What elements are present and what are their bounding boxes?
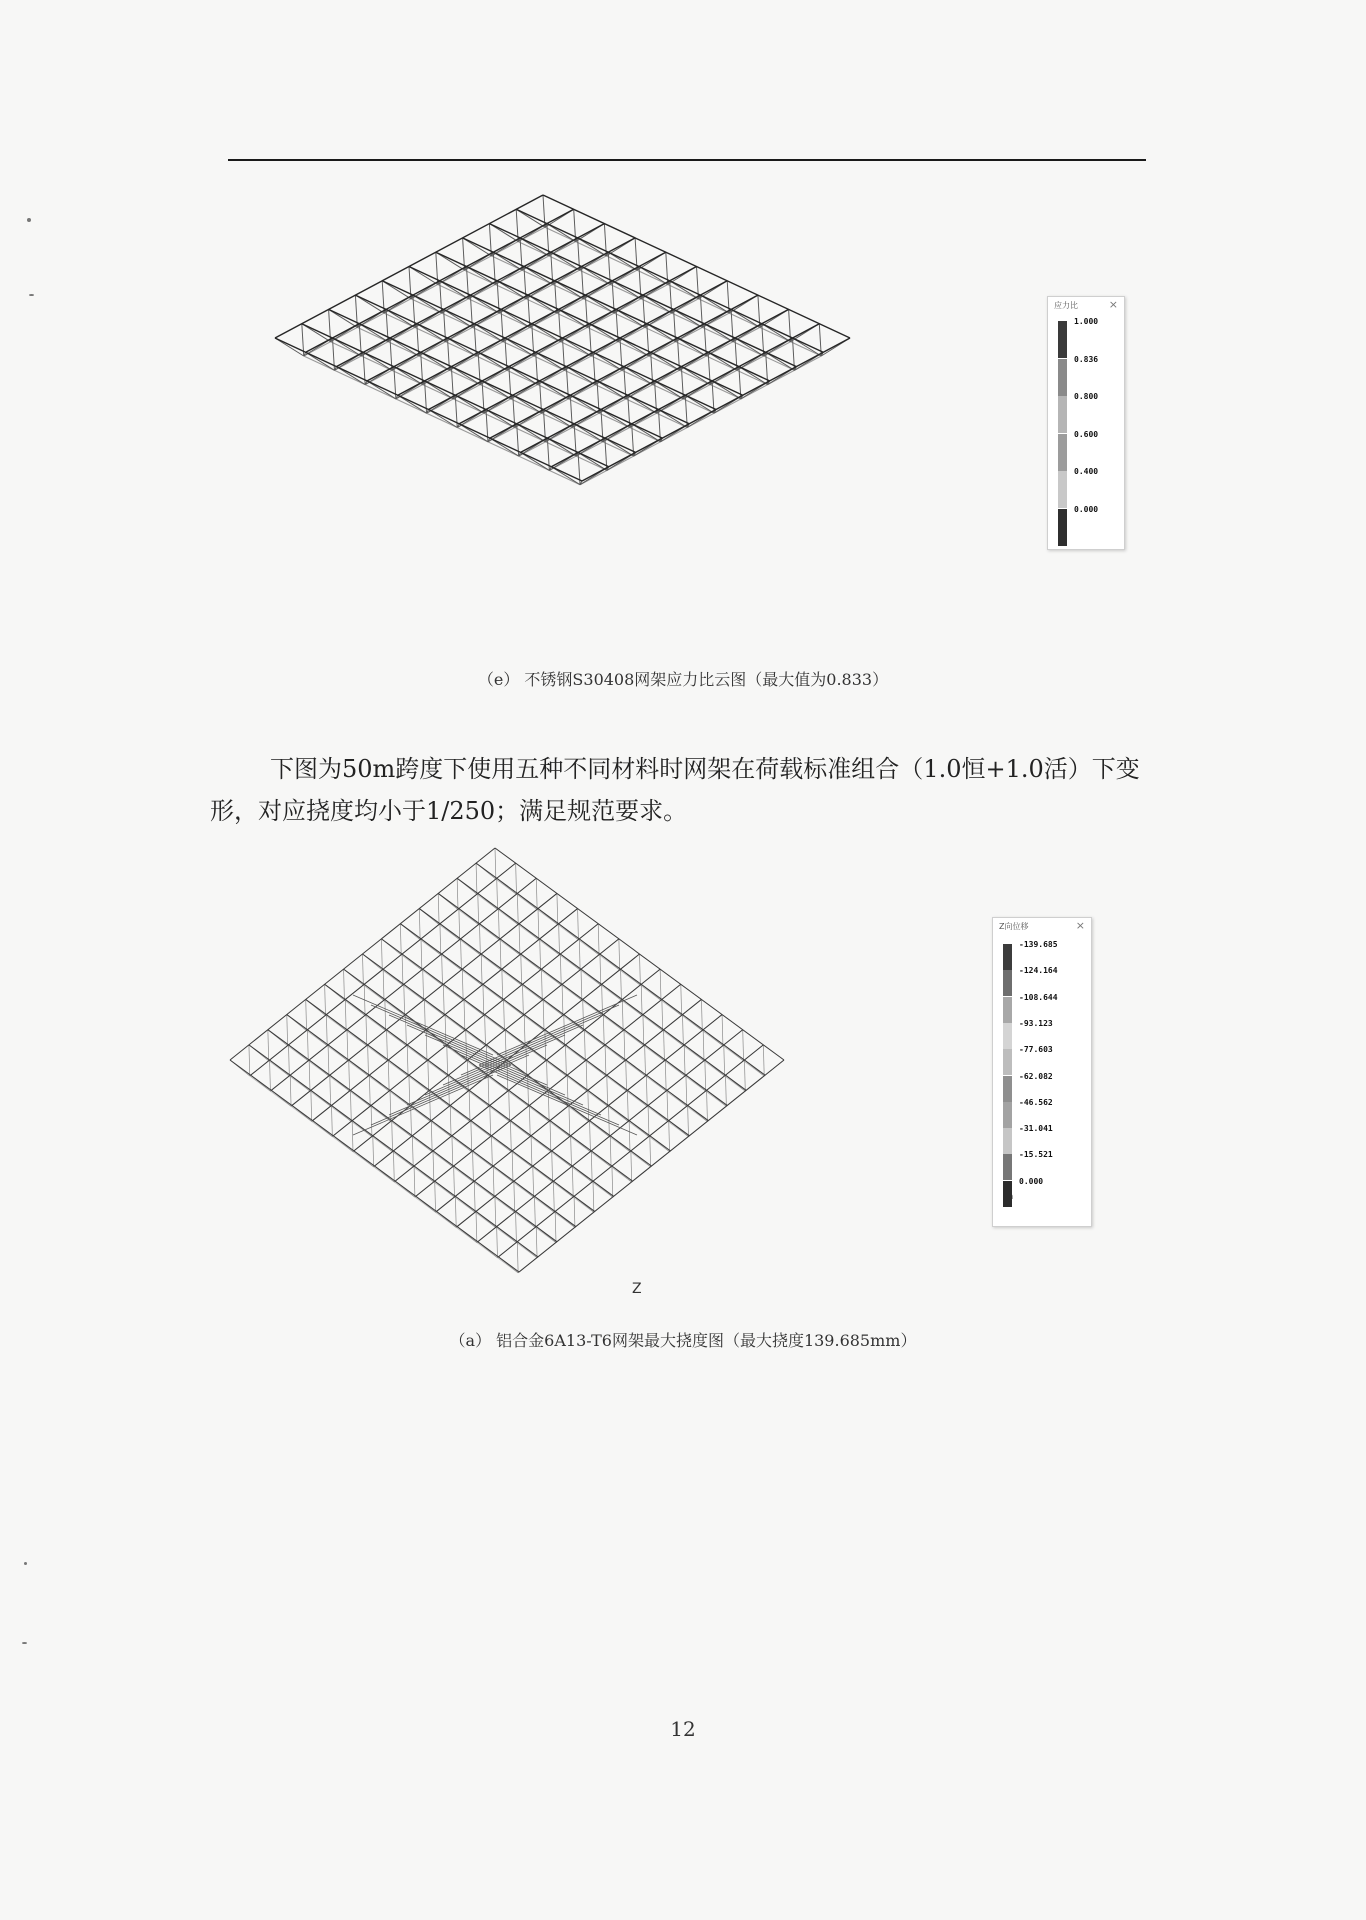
truss-member: [442, 954, 443, 985]
truss-member: [388, 1060, 389, 1091]
truss-member: [492, 1136, 493, 1167]
truss-member: [581, 969, 582, 1000]
truss-member: [366, 1015, 367, 1046]
legend-label: -108.644: [1019, 992, 1058, 1002]
truss-member: [490, 1105, 491, 1136]
truss-member: [538, 909, 539, 940]
truss-member: [688, 1105, 689, 1136]
truss-member: [369, 1075, 370, 1106]
legend-title: 应力比: [1054, 301, 1078, 310]
truss-member: [498, 909, 499, 940]
truss-member: [438, 893, 439, 924]
truss-member: [428, 1060, 429, 1091]
legend-swatch: [1058, 434, 1067, 471]
truss-member: [550, 1121, 551, 1152]
truss-member: [744, 1060, 745, 1091]
legend-swatch: [1058, 471, 1067, 508]
legend-swatch: [1058, 509, 1067, 546]
legend-swatch: [1058, 359, 1067, 396]
legend-label: -77.603: [1019, 1045, 1053, 1055]
truss-member: [681, 984, 682, 1015]
truss-member: [345, 999, 346, 1030]
truss-member: [440, 924, 441, 955]
truss-member: [641, 984, 642, 1015]
truss-member: [650, 1136, 651, 1167]
truss-member: [603, 1015, 604, 1046]
truss-member: [667, 1090, 668, 1121]
truss-member: [560, 954, 561, 985]
truss-member: [610, 1136, 611, 1167]
truss-diagram-2: [220, 840, 1000, 1320]
legend-swatch: [1003, 1076, 1012, 1102]
z-axis-label: Z: [632, 1281, 642, 1297]
truss-member: [583, 999, 584, 1030]
truss-member: [683, 1015, 684, 1046]
truss-member: [547, 1060, 548, 1091]
truss-member: [347, 1030, 348, 1061]
truss-member: [447, 1045, 448, 1076]
truss-member: [571, 1136, 572, 1167]
truss-member: [423, 969, 424, 1000]
truss-member: [582, 338, 850, 481]
truss-member: [433, 1151, 434, 1182]
truss-member: [627, 1090, 628, 1121]
truss-member: [631, 1151, 632, 1182]
truss-member: [325, 984, 614, 1196]
legend-label: 0.600: [1074, 429, 1099, 439]
legend-label: -124.164: [1019, 966, 1058, 976]
truss-member: [289, 1045, 290, 1076]
truss-member: [407, 1045, 408, 1076]
truss-member: [600, 954, 601, 985]
legend-label: -46.562: [1019, 1097, 1053, 1107]
truss-member: [483, 984, 484, 1015]
truss-member: [478, 1030, 743, 1242]
truss-member: [529, 1105, 530, 1136]
truss-member: [330, 1075, 331, 1106]
truss-member: [498, 1045, 763, 1257]
truss-member: [624, 1030, 625, 1061]
truss-member: [387, 1030, 388, 1061]
legend-swatch: [1058, 321, 1067, 358]
z-displacement-legend: [992, 917, 1092, 1227]
truss-member: [457, 1015, 722, 1227]
truss-member: [569, 1105, 570, 1136]
truss-member: [535, 1196, 536, 1227]
truss-member: [578, 909, 579, 940]
truss-member: [249, 1045, 538, 1257]
truss-member: [352, 1121, 353, 1152]
truss-member: [409, 1075, 410, 1106]
truss-member: [519, 1060, 784, 1272]
scan-speck: [27, 218, 31, 222]
scan-speck: [29, 294, 34, 296]
truss-member: [481, 954, 482, 985]
truss-member: [426, 1030, 427, 1061]
truss-member: [471, 1121, 472, 1152]
truss-member: [531, 1136, 532, 1167]
truss-member: [584, 1030, 585, 1061]
truss-member: [567, 1075, 568, 1106]
truss-member: [555, 1211, 556, 1242]
truss-member: [328, 1045, 329, 1076]
legend-swatch: [1003, 997, 1012, 1023]
legend-label: 0.000: [1019, 1176, 1044, 1186]
truss-member: [645, 1045, 646, 1076]
truss-member: [363, 954, 364, 985]
truss-member: [646, 1075, 647, 1106]
truss-member: [519, 924, 520, 955]
figure-1-caption: （e） 不锈钢S30408网架应力比云图（最大值为0.833）: [477, 670, 889, 689]
truss-member: [331, 342, 607, 471]
truss-member: [607, 1075, 608, 1106]
truss-member: [510, 1121, 511, 1152]
truss-member: [504, 999, 505, 1030]
truss-member: [509, 1090, 510, 1121]
truss-diagram-1: [270, 190, 1050, 650]
truss-member: [590, 1121, 591, 1152]
truss-member: [517, 1242, 518, 1273]
truss-member: [612, 1166, 613, 1197]
truss-member: [344, 969, 345, 1000]
truss-member: [528, 1075, 529, 1106]
truss-member: [287, 1015, 288, 1046]
truss-member: [402, 954, 403, 985]
truss-member: [533, 1166, 534, 1197]
legend-label: 0.000: [1074, 504, 1099, 514]
truss-member: [572, 1166, 573, 1197]
legend-label: 0.800: [1074, 392, 1099, 401]
truss-member: [395, 969, 660, 1181]
truss-member: [443, 984, 444, 1015]
truss-member: [381, 939, 382, 970]
figure-2-caption: （a） 铝合金6A13-T6网架最大挠度图（最大挠度139.685mm）: [449, 1331, 917, 1350]
truss-member: [523, 984, 524, 1015]
truss-member: [684, 1045, 685, 1076]
truss-member: [476, 863, 477, 894]
truss-member: [602, 984, 603, 1015]
truss-member: [414, 1166, 415, 1197]
truss-member: [464, 999, 465, 1030]
truss-member: [543, 999, 544, 1030]
truss-member: [516, 863, 517, 894]
legend-label: -62.082: [1019, 1071, 1053, 1081]
truss-member: [598, 924, 599, 955]
truss-member: [574, 1196, 575, 1227]
figure-1-stress-ratio: [270, 190, 1050, 650]
truss-member: [311, 1090, 312, 1121]
truss-member: [406, 1015, 407, 1046]
truss-member: [490, 295, 758, 438]
truss-member: [559, 924, 560, 955]
truss-member: [557, 893, 558, 924]
truss-member: [383, 969, 384, 1000]
truss-member: [290, 1075, 291, 1106]
legend-label: -93.123: [1019, 1018, 1053, 1028]
scan-speck: [24, 1562, 27, 1565]
truss-member: [591, 1151, 592, 1182]
truss-member: [419, 909, 420, 940]
truss-member: [686, 1075, 687, 1106]
truss-member: [412, 1136, 413, 1167]
truss-member: [662, 999, 663, 1030]
truss-member: [474, 1181, 475, 1212]
truss-member: [648, 1105, 649, 1136]
truss-member: [724, 1045, 725, 1076]
truss-member: [404, 984, 405, 1015]
truss-member: [536, 878, 537, 909]
legend-swatch: [1003, 944, 1012, 970]
truss-member: [304, 356, 580, 485]
truss-member: [230, 1060, 519, 1272]
truss-member: [579, 939, 580, 970]
close-icon[interactable]: ×: [1075, 919, 1085, 932]
truss-member: [564, 1015, 565, 1046]
truss-member: [454, 1166, 455, 1197]
legend-swatch: [1058, 396, 1067, 433]
truss-member: [497, 878, 498, 909]
truss-member: [457, 878, 458, 909]
legend-swatch: [1003, 1023, 1012, 1049]
legend-label: 0.836: [1074, 354, 1099, 364]
truss-member: [450, 1105, 451, 1136]
legend-title: Z向位移: [999, 922, 1029, 931]
truss-member: [449, 1075, 450, 1106]
truss-member: [435, 1181, 436, 1212]
scan-speck: [22, 1642, 27, 1644]
truss-member: [619, 939, 620, 970]
truss-member: [521, 954, 522, 985]
truss-member: [306, 999, 307, 1030]
truss-member: [552, 1151, 553, 1182]
truss-member: [385, 999, 386, 1030]
truss-member: [640, 954, 641, 985]
truss-member: [516, 1211, 517, 1242]
truss-member: [660, 969, 661, 1000]
truss-member: [459, 909, 460, 940]
truss-member: [455, 1196, 456, 1227]
truss-member: [629, 1121, 630, 1152]
truss-member: [566, 1045, 567, 1076]
truss-member: [517, 893, 518, 924]
truss-member: [536, 1227, 537, 1258]
legend-swatch: [1003, 1049, 1012, 1075]
truss-member: [478, 893, 479, 924]
truss-member: [309, 1060, 310, 1091]
truss-member: [669, 1121, 670, 1152]
truss-member: [326, 1015, 327, 1046]
truss-member: [664, 1030, 665, 1061]
page-number: 12: [670, 1717, 696, 1741]
truss-member: [500, 939, 501, 970]
legend-swatch: [1003, 1128, 1012, 1154]
truss-member: [476, 1211, 477, 1242]
truss-member: [524, 1015, 525, 1046]
truss-member: [349, 1060, 350, 1091]
legend-swatch: [1003, 1154, 1012, 1180]
truss-member: [514, 1181, 515, 1212]
truss-member: [626, 1060, 627, 1091]
truss-member: [371, 1105, 372, 1136]
truss-member: [485, 1015, 486, 1046]
legend-label: -139.685: [1019, 940, 1058, 949]
truss-member: [621, 969, 622, 1000]
body-paragraph: [210, 748, 1160, 832]
truss-member: [400, 924, 401, 955]
truss-member: [703, 1030, 704, 1061]
figure-2-deflection: [220, 840, 1000, 1320]
truss-member: [350, 1090, 351, 1121]
truss-member: [763, 1045, 764, 1076]
truss-member: [473, 1151, 474, 1182]
truss-member: [459, 281, 727, 424]
truss-member: [249, 1045, 250, 1076]
truss-member: [480, 924, 481, 955]
truss-member: [467, 1060, 468, 1091]
truss-member: [469, 1090, 470, 1121]
truss-member: [622, 999, 623, 1030]
legend-label: -15.521: [1019, 1150, 1053, 1160]
truss-member: [452, 1136, 453, 1167]
truss-member: [605, 1045, 606, 1076]
legend-label: -31.041: [1019, 1124, 1053, 1134]
legend-swatch: [1003, 1102, 1012, 1128]
truss-member: [665, 1060, 666, 1091]
truss-member: [726, 1075, 727, 1106]
close-icon[interactable]: ×: [1108, 298, 1118, 311]
truss-member: [701, 999, 702, 1030]
truss-member: [586, 1060, 587, 1091]
truss-member: [493, 1166, 494, 1197]
truss-member: [497, 1227, 498, 1258]
truss-member: [373, 1136, 374, 1167]
truss-member: [270, 1060, 271, 1091]
truss-member: [705, 1060, 706, 1091]
truss-member: [495, 1196, 496, 1227]
truss-member: [368, 1045, 369, 1076]
truss-member: [722, 1015, 723, 1046]
truss-member: [461, 939, 462, 970]
truss-member: [588, 1090, 589, 1121]
truss-member: [495, 848, 496, 879]
truss-member: [421, 939, 422, 970]
stress-ratio-legend: [1047, 296, 1125, 550]
truss-member: [325, 984, 326, 1015]
legend-label: 1.000: [1074, 317, 1099, 326]
paragraph-text: 下图为50m跨度下使用五种不同材料时网架在荷载标准组合（1.0恒+1.0活）下变形，对应挠度均小于1/250；满足规范要求。: [210, 755, 1140, 825]
truss-member: [306, 999, 595, 1211]
truss-member: [743, 1030, 744, 1061]
legend-swatch: [1003, 970, 1012, 996]
truss-member: [393, 1151, 394, 1182]
truss-member: [332, 1105, 333, 1136]
truss-member: [562, 984, 563, 1015]
truss-member: [462, 969, 463, 1000]
truss-member: [593, 1181, 594, 1212]
truss-member: [307, 1030, 308, 1061]
truss-member: [488, 1075, 489, 1106]
truss-member: [521, 309, 789, 452]
truss-member: [643, 1015, 644, 1046]
truss-member: [551, 324, 819, 467]
header-rule: [228, 159, 1146, 161]
truss-member: [540, 939, 541, 970]
legend-swatch: [1003, 1181, 1012, 1207]
truss-member: [512, 1151, 513, 1182]
truss-member: [392, 1121, 393, 1152]
truss-member: [431, 1121, 432, 1152]
truss-member: [707, 1090, 708, 1121]
truss-member: [268, 1030, 269, 1061]
truss-member: [553, 1181, 554, 1212]
legend-label: 0.400: [1074, 467, 1099, 476]
truss-member: [541, 969, 542, 1000]
truss-member: [502, 969, 503, 1000]
